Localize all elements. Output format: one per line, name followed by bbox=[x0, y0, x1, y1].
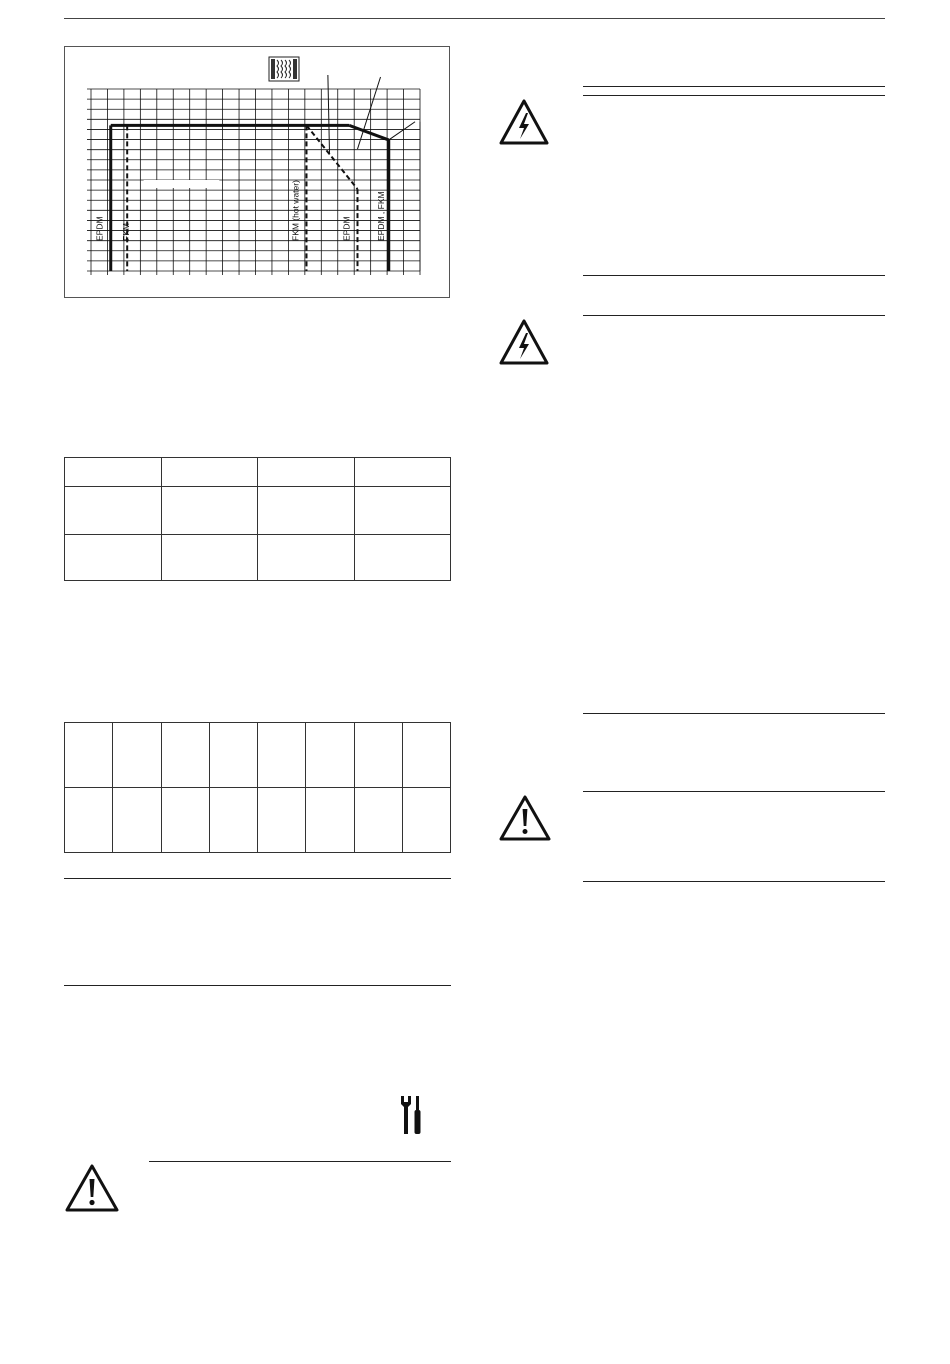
chart-grid bbox=[87, 89, 420, 275]
table-cell bbox=[161, 487, 258, 535]
pointer-line-3 bbox=[389, 122, 415, 140]
table-cell bbox=[65, 723, 113, 788]
series-label: EPDM bbox=[94, 216, 105, 241]
note-rule-bottom bbox=[64, 985, 451, 986]
table-cell bbox=[306, 723, 354, 788]
table-cell bbox=[258, 723, 306, 788]
general-caution-icon bbox=[498, 794, 552, 842]
series-line-slope bbox=[349, 125, 388, 140]
warning-rule-1 bbox=[583, 86, 885, 87]
chart-svg bbox=[65, 47, 451, 299]
table-cell bbox=[258, 458, 355, 487]
label-mask bbox=[144, 180, 220, 188]
page-header-rule bbox=[64, 18, 885, 19]
table-cell bbox=[65, 788, 113, 853]
table-cell bbox=[354, 788, 402, 853]
warning-rule-3 bbox=[583, 275, 885, 276]
series-label: FKM bbox=[121, 223, 132, 241]
series-line-fkm-hot-water-slope bbox=[306, 125, 357, 189]
table-cell bbox=[354, 723, 402, 788]
table-row bbox=[65, 535, 451, 581]
shaft-seal-icon bbox=[269, 57, 299, 81]
table-cell bbox=[65, 458, 162, 487]
note-rule-right-top bbox=[583, 713, 885, 714]
table-cell bbox=[209, 788, 257, 853]
table-cell bbox=[161, 535, 258, 581]
table-cell bbox=[258, 487, 355, 535]
series-label: EPDM , FKM bbox=[376, 191, 387, 241]
table-cell bbox=[65, 535, 162, 581]
wrench-screwdriver-icon bbox=[398, 1094, 424, 1136]
table-cell bbox=[113, 788, 161, 853]
series-label: EPDM bbox=[341, 216, 352, 241]
temperature-pressure-chart bbox=[64, 46, 450, 298]
table-cell bbox=[306, 788, 354, 853]
table-cell bbox=[113, 723, 161, 788]
caution-rule-right-bottom bbox=[583, 881, 885, 882]
table-cell bbox=[402, 788, 450, 853]
upper-table bbox=[64, 457, 451, 581]
caution-rule-left bbox=[149, 1161, 451, 1162]
general-caution-icon bbox=[64, 1163, 120, 1213]
pointer-line-1 bbox=[328, 75, 330, 155]
table-cell bbox=[161, 723, 209, 788]
table-cell bbox=[354, 458, 451, 487]
table-row bbox=[65, 487, 451, 535]
table-cell bbox=[402, 723, 450, 788]
table-cell bbox=[258, 788, 306, 853]
table-cell bbox=[161, 788, 209, 853]
electric-shock-warning-icon bbox=[498, 98, 550, 146]
table-cell bbox=[258, 535, 355, 581]
table-cell bbox=[354, 535, 451, 581]
electric-shock-warning-icon bbox=[498, 318, 550, 366]
table-row bbox=[65, 723, 451, 788]
table-row bbox=[65, 788, 451, 853]
note-rule-top bbox=[64, 878, 451, 879]
lower-table bbox=[64, 722, 451, 853]
series-label: FKM (hot water) bbox=[290, 180, 301, 241]
warning-rule-4 bbox=[583, 315, 885, 316]
caution-rule-right-top bbox=[583, 791, 885, 792]
table-row bbox=[65, 458, 451, 487]
warning-rule-2 bbox=[583, 95, 885, 96]
table-cell bbox=[161, 458, 258, 487]
table-cell bbox=[354, 487, 451, 535]
pointer-line-2 bbox=[357, 77, 380, 149]
table-cell bbox=[65, 487, 162, 535]
table-cell bbox=[209, 723, 257, 788]
